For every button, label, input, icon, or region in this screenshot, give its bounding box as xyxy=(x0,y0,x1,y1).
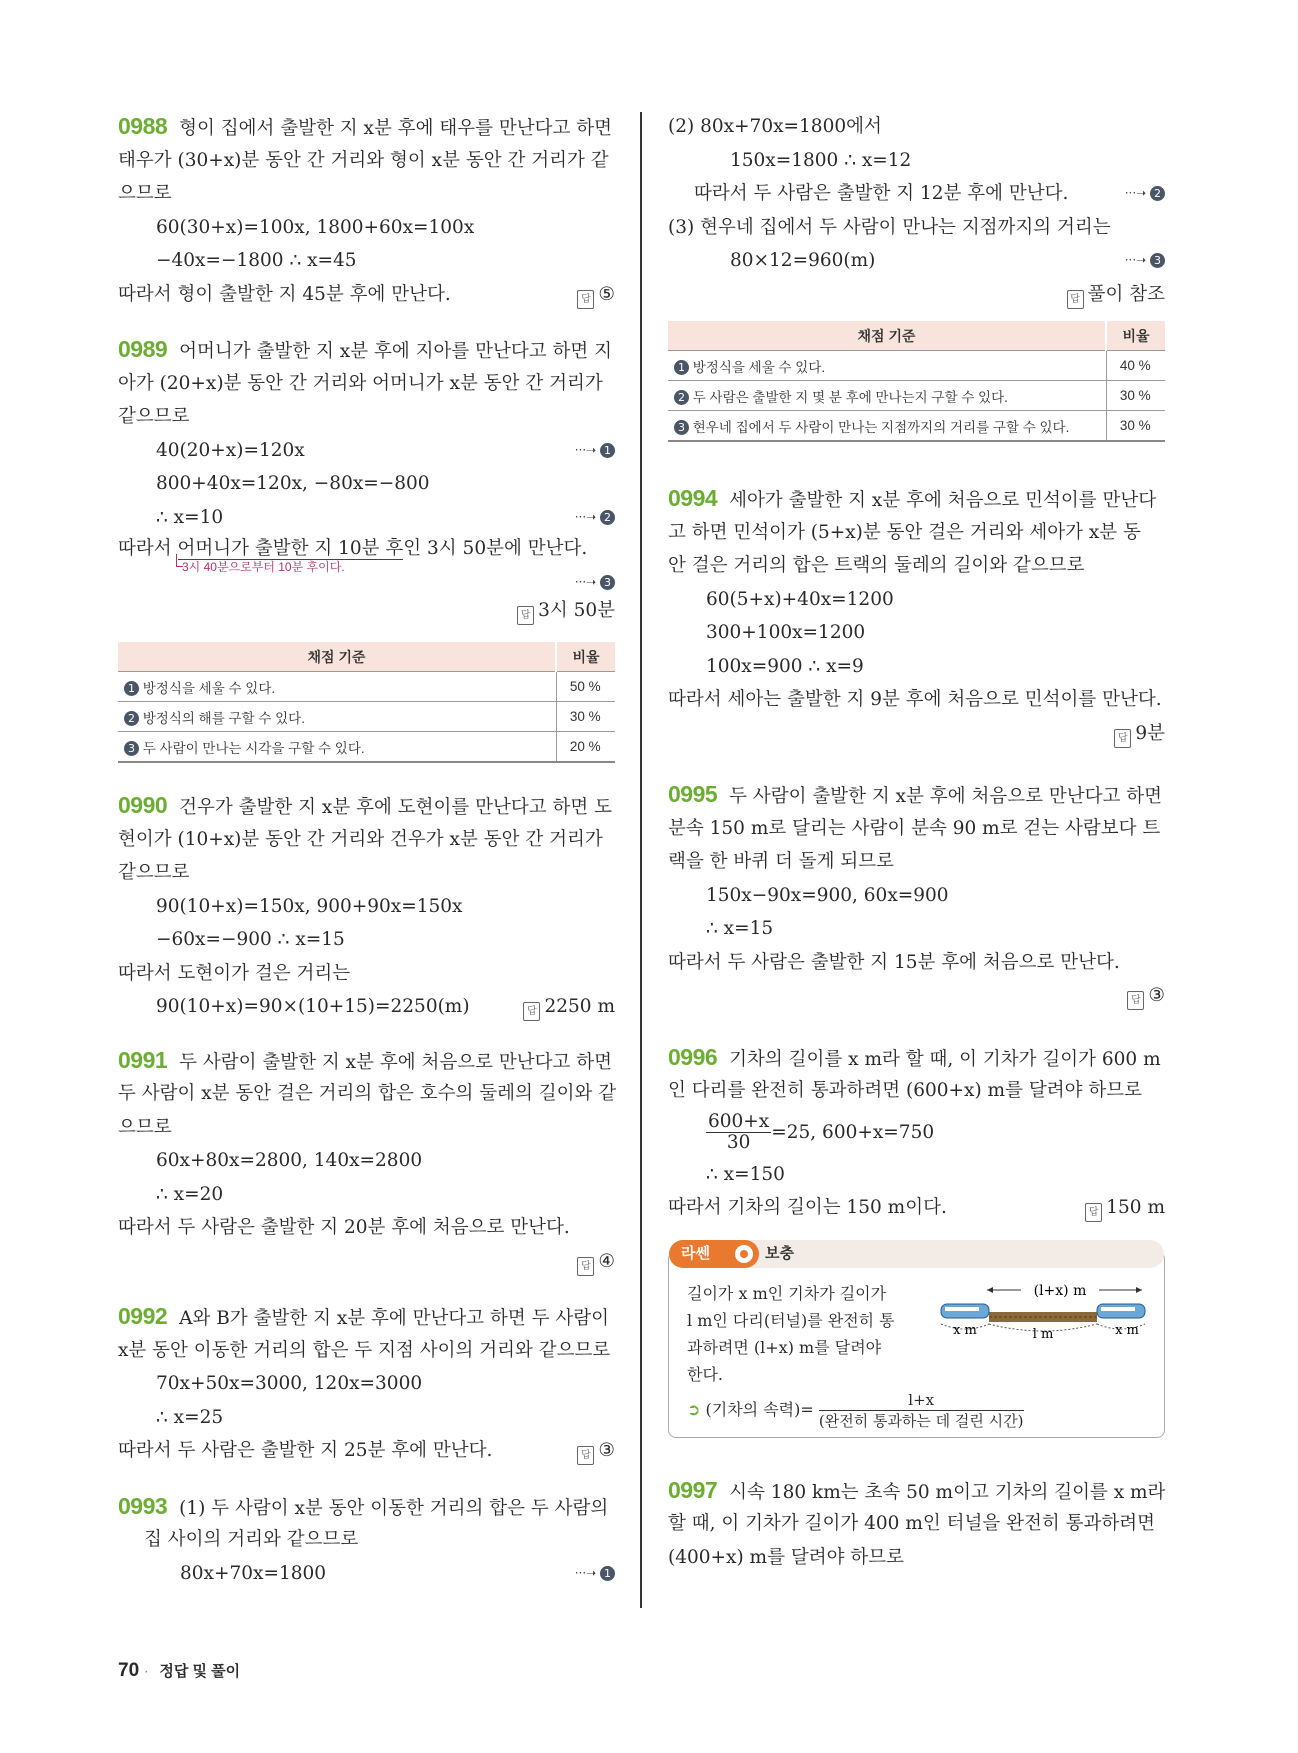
problem-0990 xyxy=(118,789,615,1024)
conclusion: 따라서 두 사람은 출발한 지 15분 후에 처음으로 만난다. xyxy=(668,951,1120,973)
problem-text: (2) 80x+70x=1800에서 xyxy=(668,116,882,137)
table-row: 1 방정식을 세울 수 있다. 50 % xyxy=(118,672,615,702)
page-number: 70 xyxy=(118,1660,140,1681)
table-row: 2 두 사람은 출발한 지 몇 분 후에 만나는지 구할 수 있다. 30 % xyxy=(668,381,1165,411)
conclusion: 따라서 두 사람은 출발한 지 25분 후에 만난다. xyxy=(118,1440,493,1461)
problem-text: 고 하면 민석이가 (5+x)분 동안 걸은 거리와 세아가 x분 동 xyxy=(668,521,1141,543)
problem-number: 0988 xyxy=(118,113,168,139)
problem-number: 0989 xyxy=(118,336,168,362)
problem-number: 0993 xyxy=(118,1492,168,1519)
problem-text: (3) 현우네 집에서 두 사람이 만나는 지점까지의 거리는 xyxy=(668,216,1111,238)
ratio-header: 비율 xyxy=(1106,321,1165,351)
train-right-icon xyxy=(1097,1304,1145,1318)
underlined-phrase: 어머니가 출발한 지 10분 후 xyxy=(177,538,404,559)
problem-text: 랙을 한 바퀴 더 돌게 되므로 xyxy=(668,851,894,872)
grading-header: 채점 기준 xyxy=(118,642,556,672)
table-row: 1 방정식을 세울 수 있다. 40 % xyxy=(668,351,1165,381)
equation: 800+40x=120x, −80x=−800 xyxy=(156,473,430,494)
step-marker: ···➝ 2 xyxy=(575,501,615,535)
table-row: 3 현우네 집에서 두 사람이 만나는 지점까지의 거리를 구할 수 있다. 30 % xyxy=(668,411,1165,442)
equation: 150x=1800 ∴ x=12 xyxy=(730,149,912,171)
answer: 답 3시 50분 xyxy=(517,594,615,628)
equation: −60x=−900 ∴ x=15 xyxy=(156,929,345,950)
equation: 80×12=960(m) xyxy=(730,250,876,271)
problem-0993-continued xyxy=(668,110,1165,311)
problem-text: 같으므로 xyxy=(118,862,190,883)
answer-icon: 답 xyxy=(1114,729,1131,748)
problem-text: 시속 180 km는 초속 50 m이고 기차의 길이를 x m라 xyxy=(729,1481,1166,1503)
equation: 40(20+x)=120x xyxy=(156,439,305,461)
equation: $\frac{600+x}{30}$ =25, 600+x=750 xyxy=(708,1111,935,1153)
grading-table xyxy=(118,642,615,763)
problem-text: (1) 두 사람이 x분 동안 이동한 거리의 합은 두 사람의 xyxy=(179,1497,609,1519)
equation: 70x+50x=3000, 120x=3000 xyxy=(156,1373,423,1394)
right-column xyxy=(668,110,1165,1574)
conclusion: 따라서 세아는 출발한 지 9분 후에 처음으로 민석이를 만난다. xyxy=(668,689,1162,710)
answer: 답 ③ xyxy=(577,1434,615,1468)
problem-text: 기차의 길이를 x m라 할 때, 이 기차가 길이가 600 m xyxy=(729,1048,1161,1070)
conclusion: 따라서 도현이가 걸은 거리는 xyxy=(118,962,351,984)
answer-icon: 답 xyxy=(523,1002,540,1021)
problem-text: 으므로 xyxy=(118,183,172,204)
answer: 답 ⑤ xyxy=(577,278,615,312)
answer: 답 9분 xyxy=(1114,717,1165,751)
problem-text: 두 사람이 출발한 지 x분 후에 처음으로 만난다고 하면 xyxy=(729,786,1162,807)
equation: 150x−90x=900, 60x=900 xyxy=(706,884,949,906)
problem-0995 xyxy=(668,778,1165,1013)
step-marker: ···➝ 1 xyxy=(575,434,615,468)
page-footer: 70 · 정답 및 풀이 xyxy=(118,1660,241,1681)
problem-number: 0992 xyxy=(118,1303,168,1329)
conclusion: 따라서 두 사람은 출발한 지 20분 후에 처음으로 만난다. xyxy=(118,1217,570,1238)
equation: 60(30+x)=100x, 1800+60x=100x xyxy=(156,216,475,238)
conclusion: 따라서 두 사람은 출발한 지 12분 후에 만난다. xyxy=(694,183,1069,204)
problem-text: A와 B가 출발한 지 x분 후에 만난다고 하면 두 사람이 xyxy=(179,1308,610,1329)
problem-text: 같으므로 xyxy=(118,406,190,427)
arrow-circle-icon: ➲ xyxy=(687,1399,701,1419)
step-marker: ···➝ 3 xyxy=(575,566,615,600)
supplement-title: 보충 xyxy=(765,1244,794,1262)
answer: 답 2250 m xyxy=(523,990,615,1024)
problem-text: x분 동안 이동한 거리의 합은 두 지점 사이의 거리와 같으므로 xyxy=(118,1339,611,1361)
problem-text: 아가 (20+x)분 동안 간 거리와 어머니가 x분 동안 간 거리가 xyxy=(118,372,603,394)
problem-text: 분속 150 m로 달리는 사람이 분속 90 m로 걷는 사람보다 트 xyxy=(668,817,1161,839)
equation: 90(10+x)=90×(10+15)=2250(m) xyxy=(156,996,470,1017)
answer-icon: 답 xyxy=(517,606,534,625)
problem-text: 으므로 xyxy=(118,1116,172,1138)
answer: 답 ③ xyxy=(1127,979,1165,1013)
answer: 답 150 m xyxy=(1085,1191,1165,1225)
problem-number: 0995 xyxy=(668,781,718,807)
diagram-total-label: (l+x) m xyxy=(1033,1282,1087,1299)
problem-number: 0996 xyxy=(668,1043,718,1070)
answer-icon: 답 xyxy=(577,290,594,309)
problem-text: 어머니가 출발한 지 x분 후에 지아를 만난다고 하면 지 xyxy=(179,341,612,362)
footer-label: 정답 및 풀이 xyxy=(159,1663,241,1680)
answer-icon: 답 xyxy=(1067,290,1084,309)
table-row: 2 방정식의 해를 구할 수 있다. 30 % xyxy=(118,702,615,732)
train-left-icon xyxy=(941,1304,989,1318)
grading-table xyxy=(668,321,1165,442)
answer-icon: 답 xyxy=(577,1446,594,1465)
problem-text: 세아가 출발한 지 x분 후에 처음으로 민석이를 만난다 xyxy=(729,490,1157,511)
badge-dot-icon xyxy=(735,1245,753,1263)
step-marker: ···➝ 2 xyxy=(1125,177,1165,211)
problem-text: (400+x) m를 달려야 하므로 xyxy=(668,1546,904,1568)
problem-number: 0994 xyxy=(668,485,718,511)
problem-0996 xyxy=(668,1041,1165,1225)
problem-number: 0990 xyxy=(118,792,168,818)
supplement-header xyxy=(669,1240,1164,1268)
problem-text: 건우가 출발한 지 x분 후에 도현이를 만난다고 하면 도 xyxy=(179,797,612,818)
answer: 답 ④ xyxy=(577,1245,615,1279)
column-divider xyxy=(640,112,642,1608)
train-bridge-diagram xyxy=(937,1282,1152,1352)
supplement-text: 길이가 x m인 기차가 길이가 l m인 다리(터널)를 완전히 통 과하려면 (l+x) m를 달려야 한다. xyxy=(687,1283,895,1384)
diagram-x-label: x m xyxy=(953,1322,977,1338)
answer-icon: 답 xyxy=(577,1257,594,1276)
equation: 100x=900 ∴ x=9 xyxy=(706,655,864,677)
diagram-x-label: x m xyxy=(1115,1322,1139,1338)
problem-0991 xyxy=(118,1044,615,1279)
equation: −40x=−1800 ∴ x=45 xyxy=(156,250,357,271)
problem-0988 xyxy=(118,110,615,311)
left-column xyxy=(118,110,615,1590)
supplement-box xyxy=(668,1244,1165,1438)
conclusion: 따라서 형이 출발한 지 45분 후에 만난다. xyxy=(118,283,451,305)
speed-formula: ➲ (기차의 속력)= $\frac{l+x}{\text{(완전히 통과하는 데 걸린 시간)}}$ xyxy=(687,1390,1024,1430)
annotation-note: 3시 40분으로부터 10분 후이다. xyxy=(118,560,615,574)
problem-text: 두 사람이 x분 동안 걸은 거리의 합은 호수의 둘레의 길이와 같 xyxy=(118,1083,617,1104)
problem-0992 xyxy=(118,1300,615,1468)
problem-0989: 0989 어머니가 출발한 지 x분 후에 지아를 만난다고 하면 지 아가 (20+x)분 동안 간 거리와 어머니가 x분 동안 간 거리가 같으므로 40(20+x)=120x ···➝ 1 800+40x=120x, −80x=−800 ∴ x=10 ···➝ 2 따라서 어머니가 출발한 지 10분 후인 3시 50분에 만난다. 3시 40분으로부터 10분 후이다. ···➝ 3 답 3시 50분 xyxy=(118,333,615,628)
answer-icon: 답 xyxy=(1085,1203,1102,1222)
problem-text: 인 다리를 완전히 통과하려면 (600+x) m를 달려야 하므로 xyxy=(668,1080,1142,1101)
ratio-header: 비율 xyxy=(556,642,615,672)
equation: 60(5+x)+40x=1200 xyxy=(706,588,894,610)
equation: ∴ x=20 xyxy=(156,1183,224,1205)
fraction: $\frac{600+x}{30}$ xyxy=(708,1111,770,1153)
equation: 300+100x=1200 xyxy=(706,622,866,643)
equation: ∴ x=15 xyxy=(706,918,774,939)
equation: 60x+80x=2800, 140x=2800 xyxy=(156,1150,423,1171)
problem-number: 0997 xyxy=(668,1476,718,1503)
brand-badge: 라쎈 xyxy=(669,1240,759,1268)
equation: 90(10+x)=150x, 900+90x=150x xyxy=(156,895,463,917)
problem-text: 현이가 (10+x)분 동안 간 거리와 건우가 x분 동안 간 거리가 xyxy=(118,828,603,850)
problem-text: 태우가 (30+x)분 동안 간 거리와 형이 x분 동안 간 거리가 같 xyxy=(118,149,609,171)
problem-text: 형이 집에서 출발한 지 x분 후에 태우를 만난다고 하면 xyxy=(179,118,612,139)
problem-0993 xyxy=(118,1490,615,1591)
problem-text: 집 사이의 거리와 같으므로 xyxy=(144,1529,359,1550)
grading-header: 채점 기준 xyxy=(668,321,1106,351)
equation: ∴ x=25 xyxy=(156,1406,224,1428)
equation: 80x+70x=1800 xyxy=(180,1562,327,1584)
problem-0994 xyxy=(668,482,1165,750)
answer: 답 풀이 참조 xyxy=(1067,278,1165,312)
problem-text: 할 때, 이 기차가 길이가 400 m인 터널을 완전히 통과하려면 xyxy=(668,1513,1155,1534)
problem-0997 xyxy=(668,1474,1165,1575)
table-row: 3 두 사람이 만나는 시각을 구할 수 있다. 20 % xyxy=(118,732,615,763)
equation: ∴ x=10 xyxy=(156,506,224,528)
problem-number: 0991 xyxy=(118,1046,168,1073)
equation: ∴ x=150 xyxy=(706,1163,785,1185)
step-marker: ···➝ 1 xyxy=(575,1557,615,1591)
answer-icon: 답 xyxy=(1127,991,1144,1010)
diagram-l-label: l m xyxy=(1032,1326,1054,1342)
problem-text: 두 사람이 출발한 지 x분 후에 처음으로 만난다고 하면 xyxy=(179,1051,612,1073)
conclusion: 따라서 기차의 길이는 150 m이다. xyxy=(668,1197,947,1218)
problem-text: 안 걸은 거리의 합은 트랙의 둘레의 길이와 같으므로 xyxy=(668,555,1085,576)
step-marker: ···➝ 3 xyxy=(1125,244,1165,278)
